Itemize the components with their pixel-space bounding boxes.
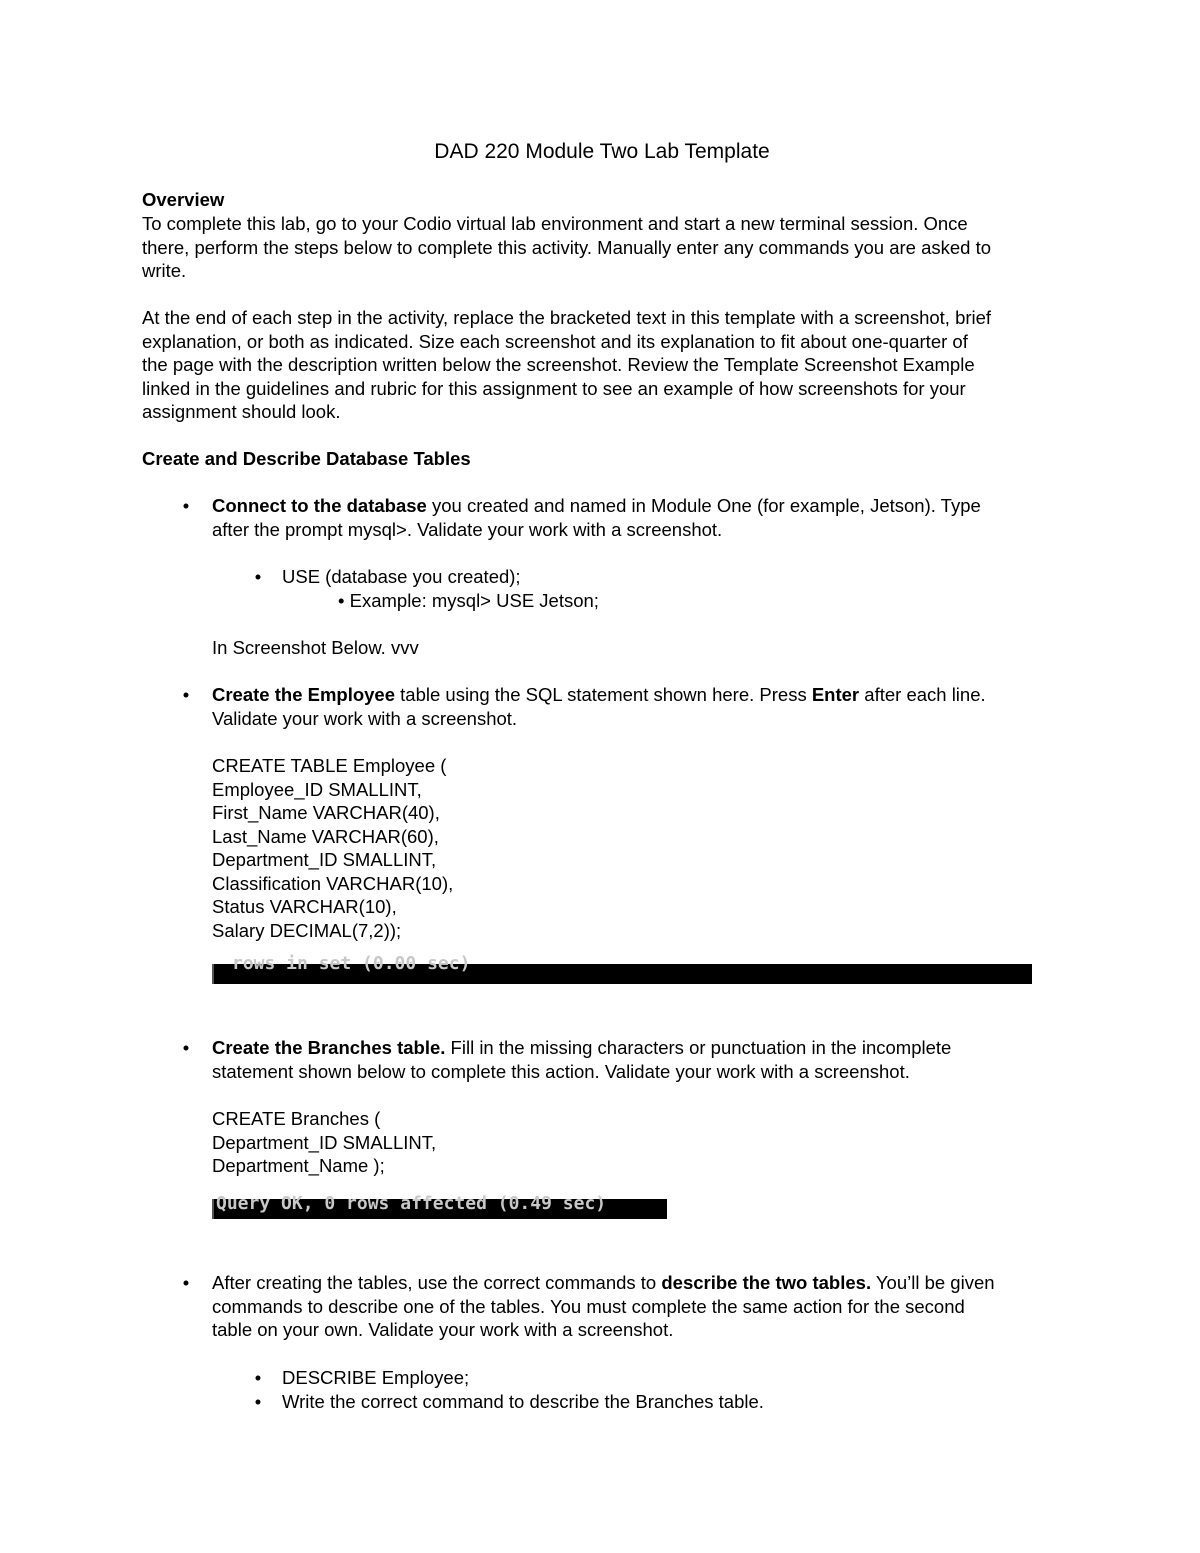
step4-sub-bullet	[254, 1390, 1062, 1414]
overview-paragraph-2	[142, 306, 1062, 424]
terminal-output: rows in set (0.00 sec)	[232, 953, 471, 974]
step1-bold: Connect to the database	[212, 495, 427, 516]
branches-terminal-screenshot	[212, 1193, 667, 1219]
overview-p2-line: the page with the description written below the screenshot. Review the Template Screenshot Example	[142, 354, 975, 375]
code-line: Classification VARCHAR(10),	[212, 872, 454, 894]
code-line: Department_ID SMALLINT,	[212, 1131, 437, 1153]
step-create-employee	[182, 683, 1062, 730]
step4-line2: commands to describe one of the tables. You must complete the same action for the second	[212, 1295, 965, 1317]
step-describe-tables	[182, 1271, 1062, 1342]
bullet-dot: •	[182, 495, 190, 516]
document-title: DAD 220 Module Two Lab Template	[434, 140, 770, 163]
step-connect-database	[182, 494, 1062, 541]
overview-heading: Overview	[142, 189, 225, 210]
employee-terminal-screenshot	[212, 953, 1032, 984]
step-create-branches	[182, 1036, 1062, 1083]
step1-text: you created and named in Module One (for example, Jetson). Type	[426, 495, 981, 516]
overview-p1-line: there, perform the steps below to complete this activity. Manually enter any commands you are asked to	[142, 236, 992, 258]
code-line: CREATE TABLE Employee (	[212, 755, 447, 776]
code-line: Employee_ID SMALLINT,	[212, 778, 422, 800]
overview-p2-line: explanation, or both as indicated. Size each screenshot and its explanation to fit about one-quarter of	[142, 330, 968, 352]
step1-example: • Example: mysql> USE Jetson;	[338, 590, 599, 611]
step1-note: In Screenshot Below. vvv	[212, 637, 419, 658]
bullet-dot: •	[182, 1272, 190, 1293]
step4-sub-bullet	[254, 1366, 1062, 1390]
bullet-dot: •	[254, 1367, 262, 1388]
code-line: Salary DECIMAL(7,2));	[212, 919, 402, 941]
overview-paragraph-1	[142, 212, 1062, 283]
bullet-dot: •	[254, 1391, 262, 1412]
bullet-dot: •	[182, 684, 190, 705]
code-line: CREATE Branches (	[212, 1108, 381, 1129]
step3-text: Fill in the missing characters or punctuation in the incomplete	[445, 1037, 952, 1058]
overview-p1-line: To complete this lab, go to your Codio virtual lab environment and start a new terminal session. Once	[142, 213, 968, 234]
step4-line3: table on your own. Validate your work with a screenshot.	[212, 1319, 674, 1340]
overview-p2-line: linked in the guidelines and rubric for this assignment to see an example of how screenshots for your	[142, 377, 966, 399]
step2-line2: Validate your work with a screenshot.	[212, 707, 518, 729]
step3-line2: statement shown below to complete this action. Validate your work with a screenshot.	[212, 1060, 910, 1082]
code-line: Department_Name );	[212, 1155, 385, 1176]
describe-branches-instruction: Write the correct command to describe the Branches table.	[282, 1391, 764, 1412]
code-line: Status VARCHAR(10),	[212, 896, 397, 917]
bullet-dot: •	[254, 566, 262, 587]
employee-sql-code	[212, 754, 912, 942]
step1-use-command: USE (database you created);	[282, 566, 521, 587]
overview-p2-line: assignment should look.	[142, 401, 341, 422]
step2-enter-key: Enter	[811, 684, 860, 705]
code-line: First_Name VARCHAR(40),	[212, 802, 440, 823]
overview-p1-line: write.	[142, 260, 187, 281]
code-line: Department_ID SMALLINT,	[212, 849, 437, 870]
bullet-dot: •	[182, 1037, 190, 1058]
step4-text: After creating the tables, use the correct commands to	[212, 1272, 662, 1293]
step2-text-end: after each line.	[859, 684, 986, 705]
code-line: Last_Name VARCHAR(60),	[212, 825, 439, 847]
step2-bold: Create the Employee	[212, 684, 396, 705]
step1-line2: after the prompt mysql>. Validate your work with a screenshot.	[212, 518, 723, 540]
overview-p2-line: At the end of each step in the activity, replace the bracketed text in this template with a screenshot, brief	[142, 307, 992, 328]
step3-bold: Create the Branches table.	[212, 1037, 446, 1058]
branches-sql-code	[212, 1107, 912, 1178]
step4-text-end: You’ll be given	[871, 1272, 995, 1293]
section-heading: Create and Describe Database Tables	[142, 448, 471, 469]
step4-bold: describe the two tables.	[661, 1272, 872, 1293]
terminal-output: Query OK, 0 rows affected (0.49 sec)	[216, 1193, 607, 1214]
step1-sub-bullet	[254, 565, 1062, 589]
describe-employee-command: DESCRIBE Employee;	[282, 1367, 470, 1388]
step2-text: table using the SQL statement shown here. Press	[395, 684, 812, 705]
